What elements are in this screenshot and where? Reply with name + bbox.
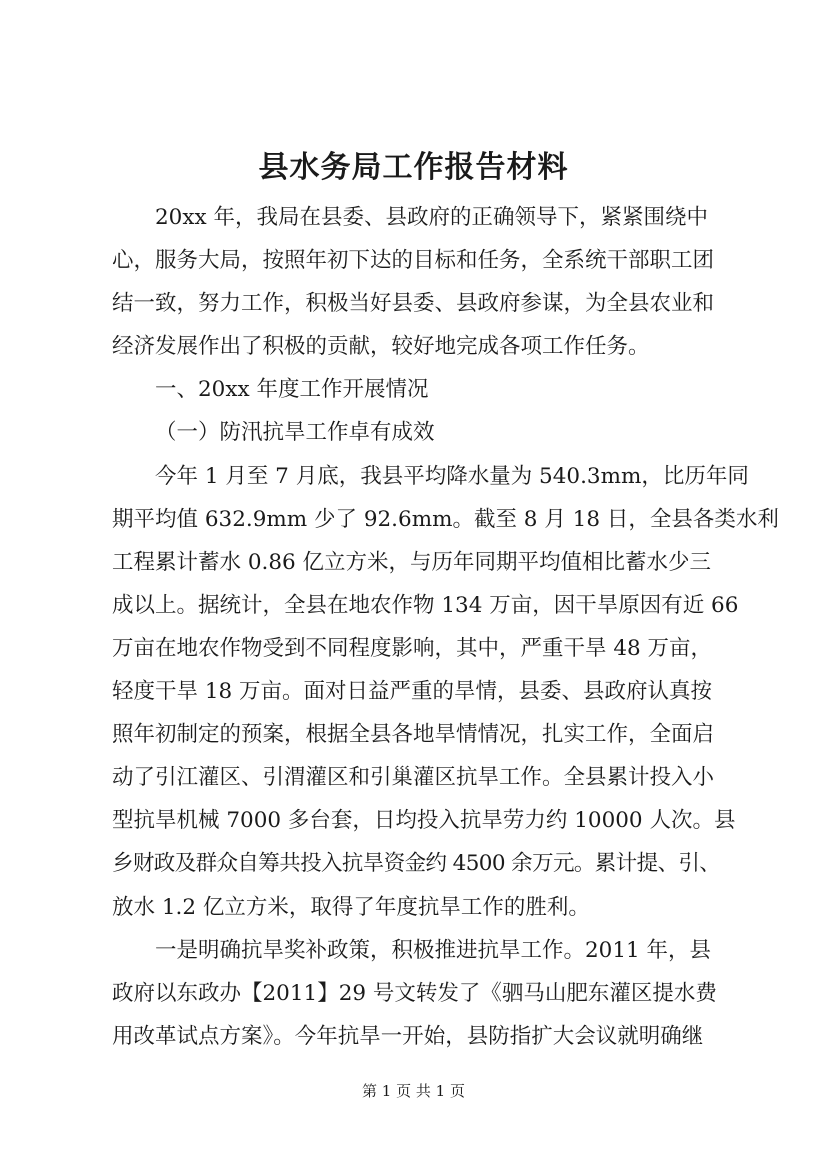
paragraph-line: 型抗旱机械 7000 多台套，日均投入抗旱劳力约 10000 人次。县: [112, 808, 736, 834]
paragraph-line: 期平均值 632.9mm 少了 92.6mm。截至 8 月 18 日，全县各类水利: [112, 506, 779, 532]
paragraph-line: 轻度干旱 18 万亩。面对日益严重的旱情，县委、县政府认真按: [112, 679, 713, 705]
paragraph-line: 工程累计蓄水 0.86 亿立方米，与历年同期平均值相比蓄水少三: [112, 549, 712, 575]
paragraph-line: 用改革试点方案》。今年抗旱一开始，县防指扩大会议就明确继: [112, 1023, 704, 1049]
subsection-heading: （一）防汛抗旱工作卓有成效: [155, 420, 435, 446]
document-body: [112, 196, 779, 1058]
document-title: 县水务局工作报告材料: [258, 150, 569, 185]
paragraph-line: 一是明确抗旱奖补政策，积极推进抗旱工作。2011 年，县: [155, 937, 712, 963]
paragraph-line: 照年初制定的预案，根据全县各地旱情情况，扎实工作，全面启: [112, 722, 715, 748]
paragraph-line: 政府以东政办【2011】29 号文转发了《驷马山肥东灌区提水费: [112, 980, 717, 1006]
page-footer: 第 1 页 共 1 页: [362, 1082, 465, 1100]
paragraph-line: 结一致，努力工作，积极当好县委、县政府参谋，为全县农业和: [112, 291, 715, 317]
paragraph-line: 今年 1 月至 7 月底，我县平均降水量为 540.3mm，比历年同: [155, 463, 749, 489]
paragraph-line: 万亩在地农作物受到不同程度影响，其中，严重干旱 48 万亩，: [112, 635, 713, 661]
paragraph-line: 心，服务大局，按照年初下达的目标和任务，全系统干部职工团: [112, 248, 715, 274]
paragraph-line: 成以上。据统计，全县在地农作物 134 万亩，因干旱原因有近 66: [112, 592, 739, 618]
paragraph-line: 经济发展作出了积极的贡献，较好地完成各项工作任务。: [112, 334, 650, 360]
paragraph-line: 动了引江灌区、引渭灌区和引巢灌区抗旱工作。全县累计投入小: [112, 765, 715, 791]
paragraph-line: 20xx 年，我局在县委、县政府的正确领导下，紧紧围绕中: [155, 205, 708, 230]
section-heading: 一、20xx 年度工作开展情况: [155, 377, 429, 403]
paragraph-line: 放水 1.2 亿立方米，取得了年度抗旱工作的胜利。: [112, 894, 590, 920]
paragraph-line: 乡财政及群众自筹共投入抗旱资金约 4500 余万元。累计提、引、: [112, 851, 721, 877]
